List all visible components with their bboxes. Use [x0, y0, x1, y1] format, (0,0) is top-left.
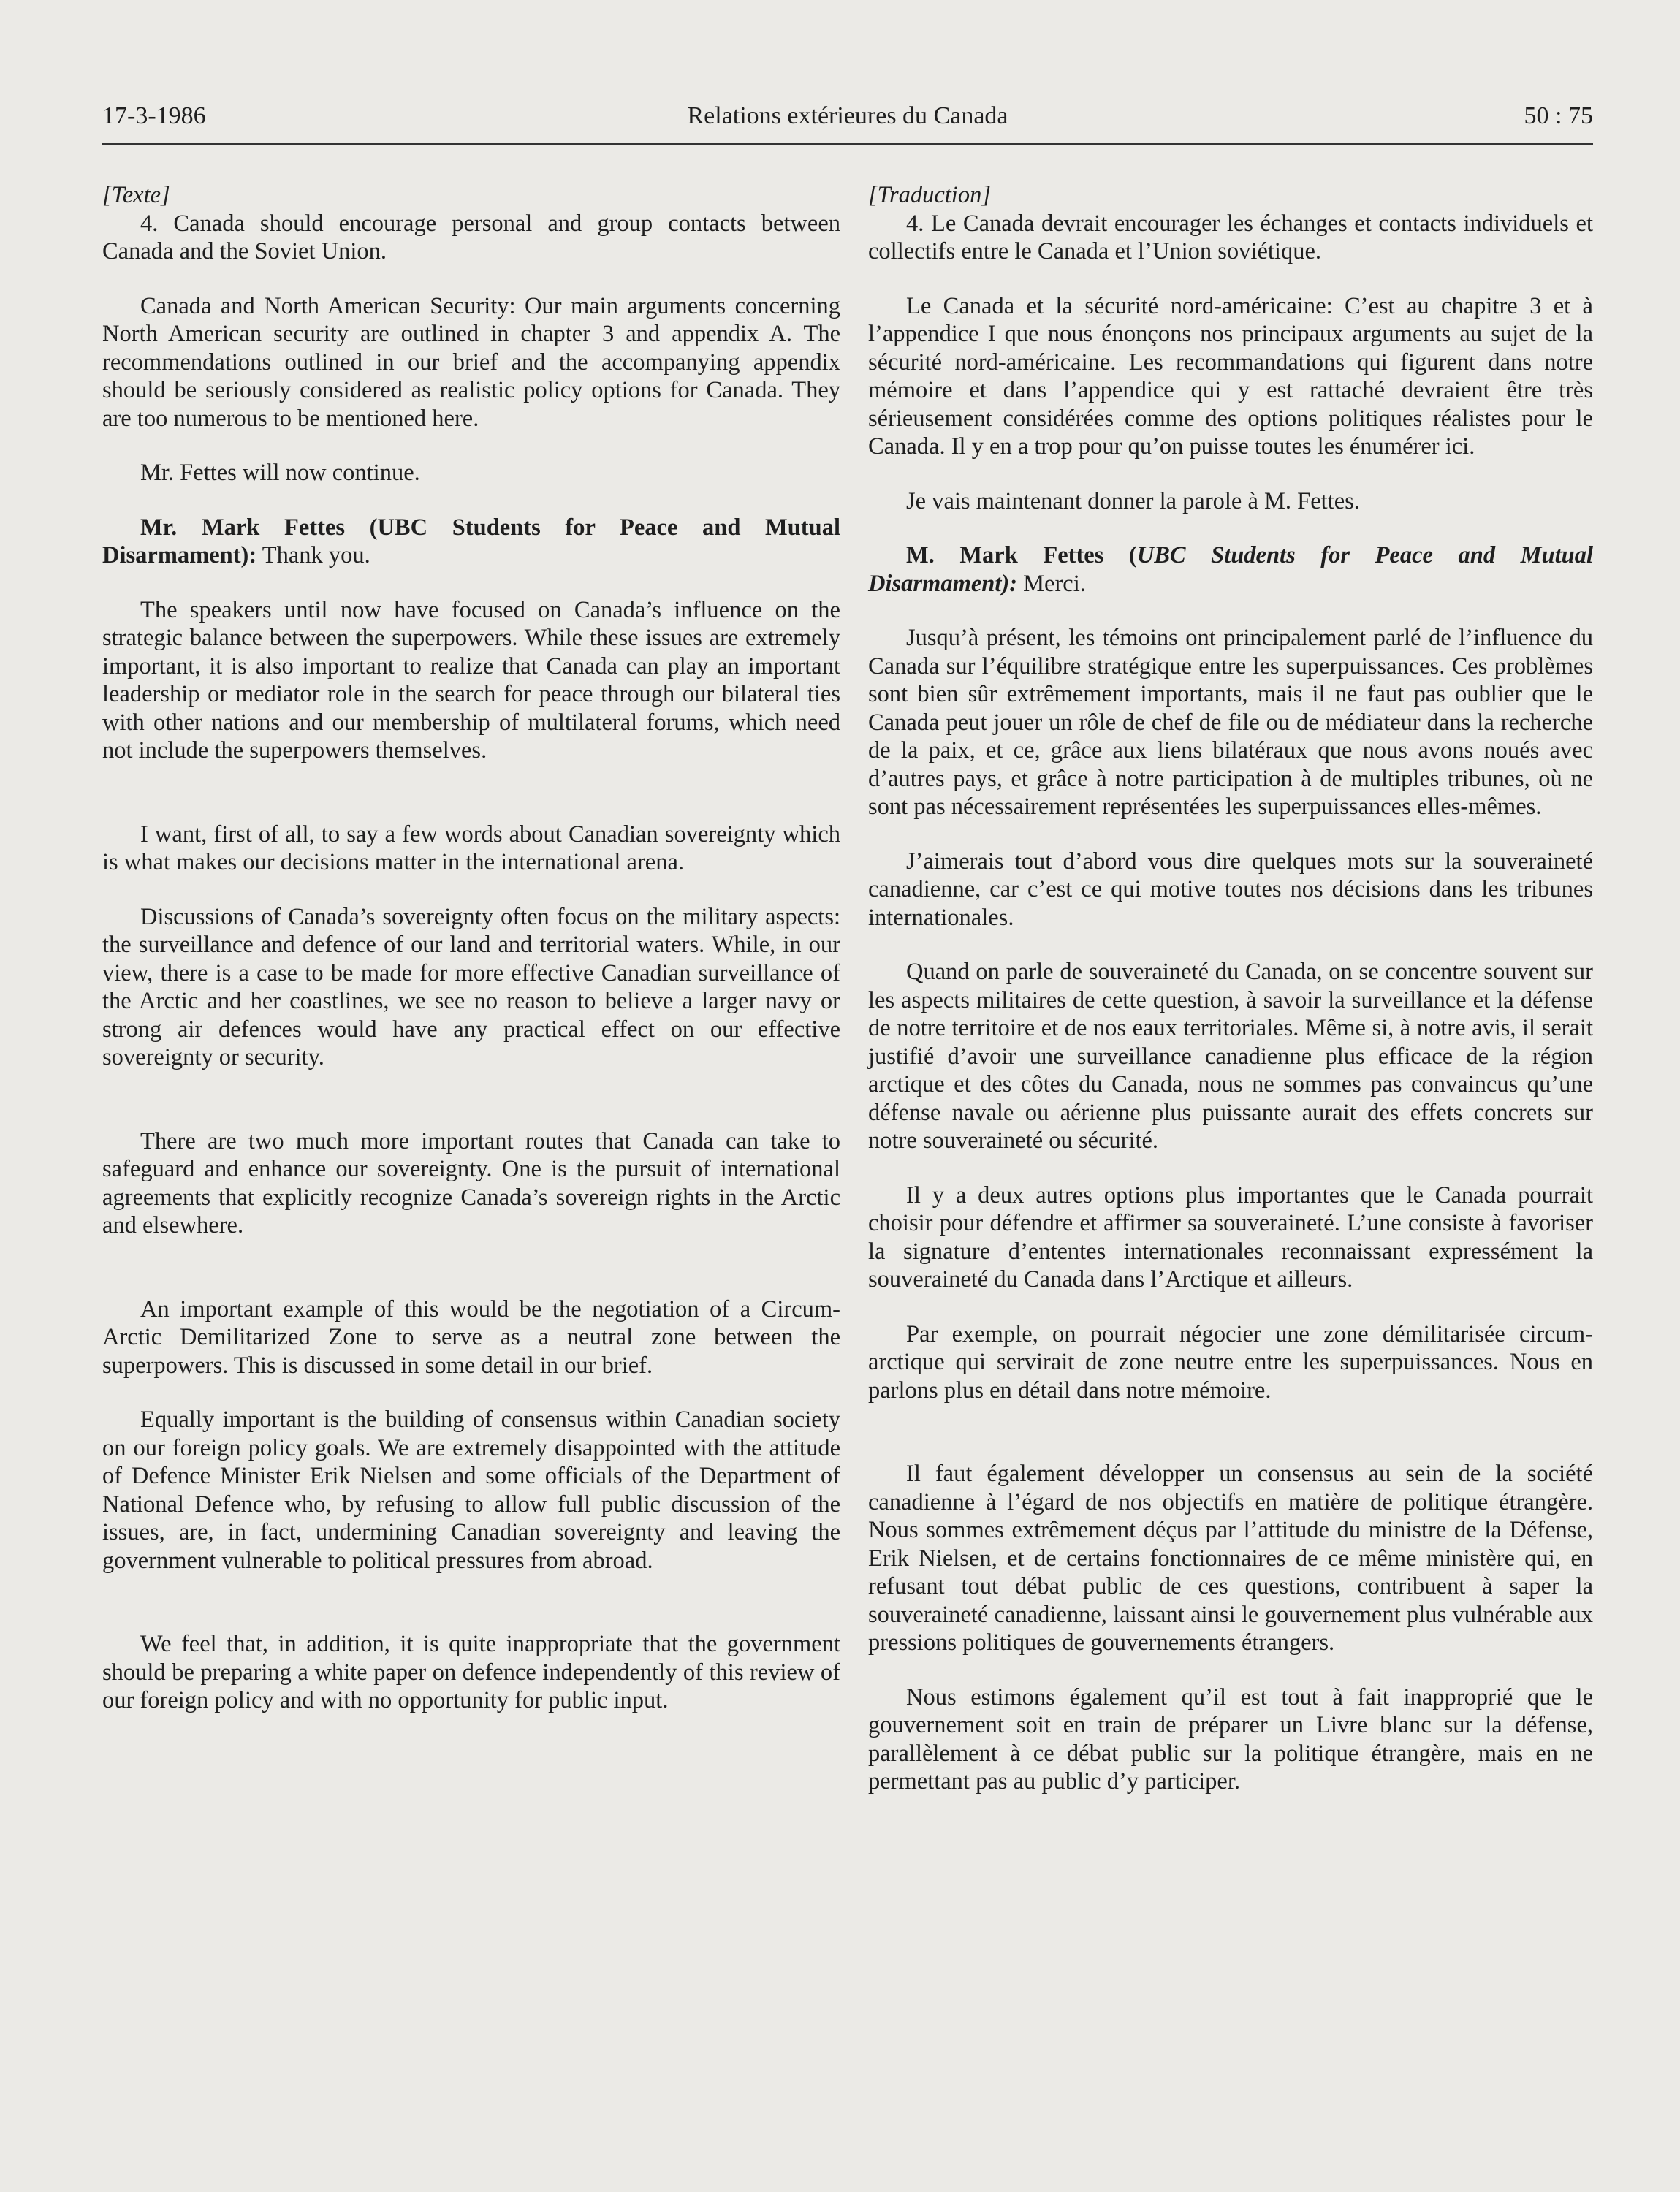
speaker-name: M. Mark Fettes ( — [906, 542, 1137, 568]
french-column — [868, 181, 1593, 1822]
page-header — [102, 102, 1593, 146]
paragraph: Mr. Fettes will now continue. — [140, 460, 420, 486]
paragraph: Jusqu’à présent, les témoins ont principalement parlé de l’influence du Canada sur l’équilibre stratégique entre les superpuissances. Ces problèmes sont bien sûr extrêmement importants, mais il ne faut pas oublier que le Canada peut jouer un rôle de chef de file ou de médiateur dans la recherche de la paix, et ce, grâce aux liens bilatéraux que nous avons noués avec d’autres pays, et grâce à notre participation à de multiples tribunes, où ne sont pas nécessairement représentées les superpuissances elles-mêmes. — [868, 625, 1593, 820]
paragraph: 4. Canada should encourage personal and group contacts between Canada and the Soviet Union. — [102, 210, 840, 265]
paragraph: There are two much more important routes that Canada can take to safeguard and enhance our sovereignty. One is the pursuit of international agreements that explicitly recognize Canada’s sovereign rights in the Arctic and elsewhere. — [102, 1127, 840, 1238]
header-rule — [102, 143, 1593, 145]
speaker-organization: UBC Students for Peace and Mutual Disarmament): — [868, 542, 1593, 597]
paragraph: Canada and North American Security: Our main arguments concerning North American security are outlined in chapter 3 and appendix A. The recommendations outlined in our brief and the accompanying appendix should be seriously considered as realistic policy options for Canada. They are too numerous to be mentioned here. — [102, 292, 840, 432]
paragraph: J’aimerais tout d’abord vous dire quelques mots sur la souveraineté canadienne, car c’est ce qui motive toutes nos décisions dans les tribunes internationales. — [868, 848, 1593, 931]
speaker-text: Merci. — [1023, 570, 1086, 597]
translation-tag-label: Traduction — [877, 182, 982, 208]
speaker-paragraph — [102, 514, 840, 570]
paragraph: Equally important is the building of consensus within Canadian society on our foreign policy goals. We are extremely disappointed with the attitude of Defence Minister Erik Nielsen and some officials of the Department of National Defence who, by refusing to allow full public discussion of the issues, are, in fact, undermining Canadian sovereignty and leaving the government vulnerable to political pressures from abroad. — [102, 1407, 840, 1574]
paragraph: Le Canada et la sécurité nord-américaine: C’est au chapitre 3 et à l’appendice I que nous énonçons nos principaux arguments au sujet de la sécurité nord-américaine. Les recommandations qui figurent dans notre mémoire et dans l’appendice qui y est rattaché devraient être très sérieusement considérées comme des options politiques réalistes pour le Canada. Il y en a trop pour qu’on puisse toutes les énumérer ici. — [868, 292, 1593, 460]
paragraph: Discussions of Canada’s sovereignty often focus on the military aspects: the surveillance and defence of our land and territorial waters. While, in our view, there is a case to be made for more effective Canadian surveillance of the Arctic and her coastlines, we see no reason to believe a larger navy or strong air defences would have any practical effect on our effective sovereignty or security. — [102, 903, 840, 1070]
text-tag-label: Texte — [111, 182, 161, 208]
speaker-paragraph — [868, 541, 1593, 598]
paragraph: I want, first of all, to say a few words about Canadian sovereignty which is what makes our decisions matter in the international arena. — [102, 821, 840, 875]
paragraph: The speakers until now have focused on Canada’s influence on the strategic balance between the superpowers. While these issues are extremely important, it is also important to realize that Canada can play an important leadership or mediator role in the search for peace through our bilateral ties with other nations and our membership of multilateral forums, which need not include the superpowers themselves. — [102, 596, 840, 764]
paragraph: Par exemple, on pourrait négocier une zone démilitarisée circum-arctique qui servirait de zone neutre entre les superpuissances. Nous en parlons plus en détail dans notre mémoire. — [868, 1320, 1593, 1404]
header-page-number: 50 : 75 — [1524, 102, 1593, 129]
text-tag: [Texte] — [102, 182, 170, 208]
paragraph: Nous estimons également qu’il est tout à fait inapproprié que le gouvernement soit en train de préparer un Livre blanc sur la défense, parallèlement à ce débat public sur la politique étrangère, mais en ne permettant pas au public d’y participer. — [868, 1683, 1593, 1795]
paragraph: Il y a deux autres options plus importantes que le Canada pourrait choisir pour défendre et affirmer sa souveraineté. L’une consiste à favoriser la signature d’ententes internationales reconnaissant expressément la souveraineté du Canada dans l’Arctique et ailleurs. — [868, 1181, 1593, 1293]
speaker-text: Thank you. — [262, 542, 370, 568]
paragraph: 4. Le Canada devrait encourager les échanges et contacts individuels et collectifs entre le Canada et l’Union soviétique. — [868, 210, 1593, 265]
header-title: Relations extérieures du Canada — [687, 102, 1008, 129]
header-date: 17-3-1986 — [102, 102, 206, 129]
translation-tag: [Traduction] — [868, 182, 991, 208]
paragraph: Il faut également développer un consensus au sein de la société canadienne à l’égard de nos objectifs en matière de politique étrangère. Nous sommes extrêmement déçus par l’attitude du ministre de la Défense, Erik Nielsen, et de certains fonctionnaires de ce même ministère qui, en refusant tout débat public de ces questions, contribuent à saper la souveraineté canadienne, laissant ainsi le gouvernement plus vulnérable aux pressions politiques de gouvernements étrangers. — [868, 1461, 1593, 1656]
paragraph: Quand on parle de souveraineté du Canada, on se concentre souvent sur les aspects militaires de cette question, à savoir la surveillance et la défense de notre territoire et de nos eaux territoriales. Même si, à notre avis, il serait justifié d’avoir une surveillance canadienne plus efficace de la région arctique et des côtes du Canada, nous ne sommes pas convaincus qu’une défense navale ou aérienne plus puissante aurait des effets concrets sur notre souveraineté ou sécurité. — [868, 959, 1593, 1154]
speaker-name: Mr. Mark Fettes (UBC Students for Peace and Mutual Disarmament): — [102, 514, 840, 568]
paragraph: An important example of this would be the negotiation of a Circum-Arctic Demilitarized Zone to serve as a neutral zone between the superpowers. This is discussed in some detail in our brief. — [102, 1295, 840, 1379]
paragraph: We feel that, in addition, it is quite inappropriate that the government should be preparing a white paper on defence independently of this review of our foreign policy and with no opportunity for public input. — [102, 1631, 840, 1713]
english-column — [102, 181, 840, 1741]
paragraph: Je vais maintenant donner la parole à M. Fettes. — [906, 487, 1360, 514]
